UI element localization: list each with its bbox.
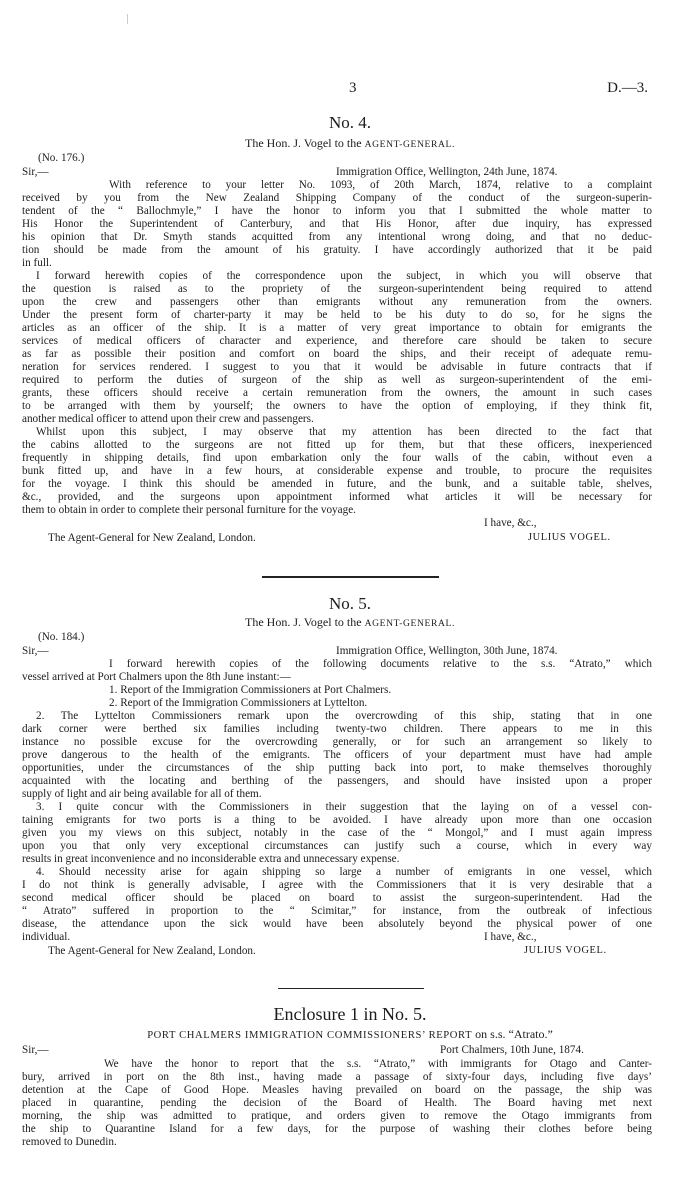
enclosure-line: detention at the Cape of Good Hope. Measles having prevailed on board on the passage, the ship was bbox=[22, 1084, 652, 1096]
letter-4-line: neration for services rendered. I suggest to you that it would be advisable in future contracts that if bbox=[22, 361, 652, 373]
letter-4-line: for the voyage. I think this should be amended in future, and the bunk, and a suitable table, shelves, bbox=[22, 478, 652, 490]
letter-5-addressee: The Agent-General for New Zealand, London. bbox=[48, 945, 256, 957]
margin-mark bbox=[127, 14, 128, 24]
enclosure-line: morning, the ship was admitted to pratique, and orders given to remove the Otago immigrants from bbox=[22, 1110, 652, 1122]
letter-4-line: received by you from the New Zealand Shipping Company of the conduct of the surgeon-superin- bbox=[22, 192, 652, 204]
letter-4-addressee: The Agent-General for New Zealand, London. bbox=[48, 532, 256, 544]
enclosure-line: bury, arrived in port on the 8th inst., having made a passage of sixty-four days, including five days’ bbox=[22, 1071, 652, 1083]
letter-5-salutation: Sir,— bbox=[22, 645, 49, 657]
letter-5-line: disease, the attendance upon the sick would have been absolutely beyond the physical power of one bbox=[22, 918, 652, 930]
letter-5-line: dark corner were berthed six families including twenty-two children. There appears to me in this bbox=[22, 723, 652, 735]
letter-4-line: his opinion that Dr. Smyth stands acquitted from any intentional wrong doing, and that no deduc- bbox=[22, 231, 652, 243]
letter-5-line: upon you that only very exceptional circumstances can justify such a course, which in every way bbox=[22, 840, 652, 852]
letter-5-line: results in great inconvenience and no inconsiderable extra and unnecessary expense. bbox=[22, 853, 400, 865]
letter-5-line: 1. Report of the Immigration Commissioners at Port Chalmers. bbox=[109, 684, 392, 696]
letter-5-line: taining emigrants for two ports is a thing to be avoided. I have already upon more than one occasion bbox=[22, 814, 652, 826]
letter-5-place-date: Immigration Office, Wellington, 30th June, 1874. bbox=[336, 645, 558, 657]
letter-4-line: upon the crew and passengers other than emigrants without any remuneration from the owners. bbox=[22, 296, 652, 308]
letter-4-place-date: Immigration Office, Wellington, 24th June, 1874. bbox=[336, 166, 558, 178]
enclosure-subtitle-b: on s.s. “Atrato.” bbox=[475, 1027, 553, 1041]
letter-5-line: 2. Report of the Immigration Commissioners at Lyttelton. bbox=[109, 697, 368, 709]
letter-5-line: 4. Should necessity arise for again shipping so large a number of emigrants in one vessel, which bbox=[36, 866, 652, 878]
letter-4-line: services of medical officers of character and experience, and therefore care should be taken to secure bbox=[22, 335, 652, 347]
letter-4-ref-no: (No. 176.) bbox=[38, 152, 85, 164]
letter-4-line: articles as an officer of the ship. It is a matter of very great importance to obtain for emigrants the bbox=[22, 322, 652, 334]
letter-4-line: the question is raised as to the propriety of the surgeon-superintendent being required to attend bbox=[22, 283, 652, 295]
letter-5-line: prove dangerous to the health of the emigrants. The officers of your department must have had ample bbox=[22, 749, 652, 761]
letter-5-line: supply of light and air being available for all of them. bbox=[22, 788, 262, 800]
letter-4-line: grants, these officers should receive a certain remuneration from the owners, the amount in such cases bbox=[22, 387, 652, 399]
letter-4-from: The Hon. J. Vogel to the bbox=[245, 136, 362, 150]
letter-4-line: With reference to your letter No. 1093, of 20th March, 1874, relative to a complaint bbox=[109, 179, 652, 191]
letter-5-number: No. 5. bbox=[328, 594, 372, 613]
document-reference: D.—3. bbox=[607, 80, 648, 96]
enclosure-line: We have the honor to report that the s.s. “Atrato,” with immigrants for Otago and Canter- bbox=[104, 1058, 652, 1070]
letter-5-line: “ Atrato” suffered in proportion to the “ Scimitar,” for instance, from the outbreak of infectious bbox=[22, 905, 652, 917]
letter-5-line: second medical officer should be placed on board to assist the surgeon-superintendent. Had the bbox=[22, 892, 652, 904]
enclosure-place-date: Port Chalmers, 10th June, 1874. bbox=[440, 1044, 584, 1056]
letter-4-line: as far as possible their position and comfort on board the ships, and their receipt of adequate remu- bbox=[22, 348, 652, 360]
letter-5-signature: JULIUS VOGEL. bbox=[524, 945, 607, 956]
letter-4-line: &c., provided, and the surgeons upon appointment informed what articles it will be necessary for bbox=[22, 491, 652, 503]
letter-4-line: I forward herewith copies of the correspondence upon the subject, in which you will observe that bbox=[36, 270, 652, 282]
letter-5-line: given you my views on this subject, notably in the case of the “ Mongol,” and I must again impress bbox=[22, 827, 652, 839]
enclosure-line: removed to Dunedin. bbox=[22, 1136, 117, 1148]
letter-5-from: The Hon. J. Vogel to the bbox=[245, 615, 362, 629]
enclosure-title: Enclosure 1 in No. 5. bbox=[273, 1004, 427, 1024]
letter-5-line: individual. bbox=[22, 931, 71, 943]
section-divider bbox=[278, 988, 424, 989]
letter-4-line: frequently in shipping details, find upon embarkation only the four walls of the cabin, without even a bbox=[22, 452, 652, 464]
letter-4-line: tion should be made from the amount of his gratuity. I have accordingly authorized that it be paid bbox=[22, 244, 652, 256]
enclosure-line: the ship to Quarantine Island for a few days, for the purpose of washing their clothes before being bbox=[22, 1123, 652, 1135]
letter-5-line: opportunities, under the circumstances of the ship putting back into port, to make themselves thoroughly bbox=[22, 762, 652, 774]
letter-4-salutation: Sir,— bbox=[22, 166, 49, 178]
letter-5-line: acquainted with the locating and berthing of the passengers, and should have insisted upon a proper bbox=[22, 775, 652, 787]
letter-5-line: vessel arrived at Port Chalmers upon the 8th June instant:— bbox=[22, 671, 291, 683]
letter-4-line: His Honor the Superintendent of Canterbury, and that His Honor, after due inquiry, has expressed bbox=[22, 218, 652, 230]
letter-4-line: Whilst upon this subject, I may observe that my attention has been directed to the fact that bbox=[36, 426, 652, 438]
enclosure-line: placed in quarantine, pending the decision of the Board of Health. The Board having met next bbox=[22, 1097, 652, 1109]
enclosure-salutation: Sir,— bbox=[22, 1044, 49, 1056]
letter-4-line: Under the present form of charter-party it may be held to be his duty to do so, for he signs the bbox=[22, 309, 652, 321]
letter-5-line: instance no possible excuse for the overcrowding generally, or for such an arrangement so likely to bbox=[22, 736, 652, 748]
letter-4-line: tendent of the “ Ballochmyle,” I have the honor to inform you that I submitted the whole matter to bbox=[22, 205, 652, 217]
letter-5-closing: I have, &c., bbox=[484, 931, 537, 943]
letter-5-to: AGENT-GENERAL. bbox=[364, 618, 455, 629]
letter-5-ref-no: (No. 184.) bbox=[38, 631, 85, 643]
letter-4-subheading bbox=[0, 136, 700, 151]
letter-4-line: in full. bbox=[22, 257, 52, 269]
letter-5-subheading bbox=[0, 615, 700, 630]
section-divider bbox=[262, 576, 439, 578]
letter-4-line: bunk fitted up, and have in a few hours, at considerable expense and trouble, to procure the requisites bbox=[22, 465, 652, 477]
letter-5-line: I forward herewith copies of the following documents relative to the s.s. “Atrato,” which bbox=[109, 658, 652, 670]
letter-4-number: No. 4. bbox=[328, 113, 372, 132]
letter-5-line: I do not think is generally advisable, I agree with the Commissioners that it is very desirable that a bbox=[22, 879, 652, 891]
letter-4-closing: I have, &c., bbox=[484, 517, 537, 529]
enclosure-subtitle-a: PORT CHALMERS IMMIGRATION COMMISSIONERS’ REPORT bbox=[147, 1030, 473, 1041]
letter-5-line: 3. I quite concur with the Commissioners in their suggestion that the laying on of a vessel con- bbox=[36, 801, 652, 813]
letter-4-signature: JULIUS VOGEL. bbox=[528, 532, 611, 543]
page-number: 3 bbox=[349, 80, 357, 96]
letter-4-line: to be arranged with them by yourself; the owners to have the option of employing, if they think fit, bbox=[22, 400, 652, 412]
enclosure-subtitle bbox=[0, 1027, 700, 1042]
letter-4-line: another medical officer to attend upon their crew and passengers. bbox=[22, 413, 314, 425]
letter-4-line: them to obtain in order to complete their personal furniture for the voyage. bbox=[22, 504, 356, 516]
letter-5-line: 2. The Lyttelton Commissioners remark upon the overcrowding of this ship, stating that in one bbox=[36, 710, 652, 722]
letter-4-line: required to perform the duties of surgeon of the ship as well as surgeon-superintendent of the emi- bbox=[22, 374, 652, 386]
letter-4-to: AGENT-GENERAL. bbox=[364, 139, 455, 150]
letter-4-line: the cabins allotted to the surgeons are not fitted up for them, but that these officers, inexperienced bbox=[22, 439, 652, 451]
